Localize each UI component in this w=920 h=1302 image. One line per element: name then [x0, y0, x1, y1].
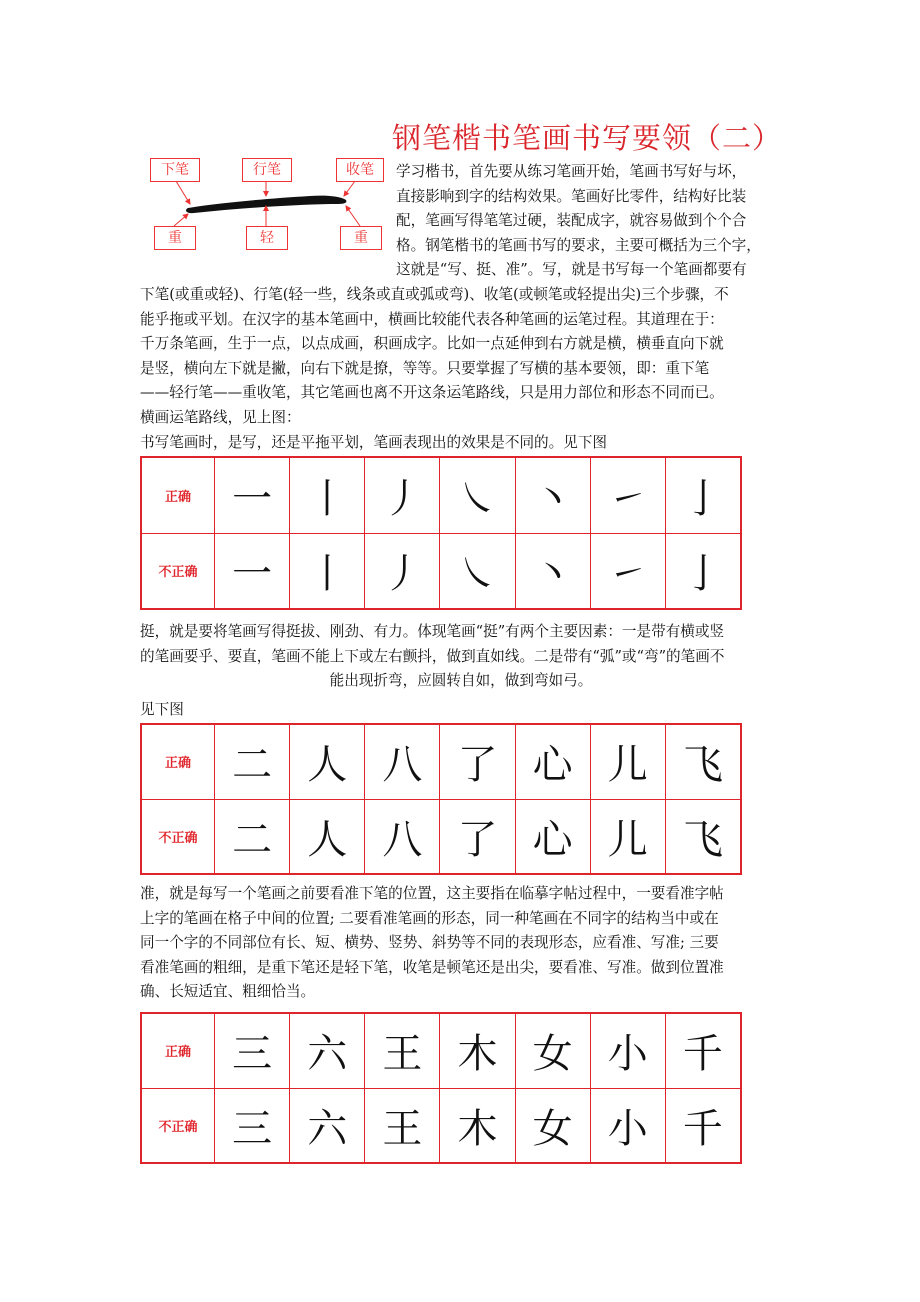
stroke-cell: 丶 — [515, 457, 590, 533]
page-title: 钢笔楷书笔画书写要领（二） — [392, 121, 783, 155]
text-line: 同一个字的不同部位有长、短、横势、竖势、斜势等不同的表现形态，应看准、写准; 三要 — [140, 934, 719, 952]
stroke-cell: ㇏ — [440, 457, 515, 533]
row-label-correct: 正确 — [141, 724, 215, 799]
character-cell: 女 — [515, 1088, 590, 1163]
stroke-cell: 亅 — [665, 457, 741, 533]
stroke-cell: 亅 — [665, 533, 741, 609]
stroke-cell: 丨 — [290, 457, 365, 533]
character-cell: 八 — [365, 724, 440, 799]
character-cell: 儿 — [590, 724, 665, 799]
row-label-incorrect: 不正确 — [141, 1088, 215, 1163]
text-line: 见下图 — [140, 700, 184, 718]
text-line: 确、长短适宜、粗细恰当。 — [140, 983, 316, 1001]
character-cell: 王 — [365, 1088, 440, 1163]
character-cell: 千 — [665, 1013, 741, 1088]
label-heavy-2: 重 — [340, 226, 382, 250]
text-line: 学习楷书，首先要从练习笔画开始，笔画书写好与坏， — [396, 163, 747, 180]
character-cell: 千 — [665, 1088, 741, 1163]
stroke-cell: 一 — [215, 533, 290, 609]
text-line: 千万条笔画，生于一点，以点成画，积画成字。比如一点延伸到右方就是横，横垂直向下就 — [140, 335, 724, 353]
character-cell: 二 — [215, 724, 290, 799]
stroke-comparison-table — [140, 456, 742, 610]
character-cell: 飞 — [665, 724, 741, 799]
label-heavy-1: 重 — [154, 226, 196, 250]
stroke-cell: 丿 — [365, 457, 440, 533]
stroke-cell: 丨 — [290, 533, 365, 609]
character-cell: 心 — [515, 799, 590, 874]
stroke-cell: ㇏ — [440, 533, 515, 609]
stroke-diagram — [150, 152, 385, 257]
text-line: 的笔画要乎、要直，笔画不能上下或左右颤抖，做到直如线。二是带有“弧”或“弯”的笔画不 — [140, 647, 725, 665]
character-cell: 木 — [440, 1088, 515, 1163]
stroke-cell: ㇀ — [590, 533, 665, 609]
label-light: 轻 — [246, 226, 288, 250]
character-comparison-table-2 — [140, 1012, 742, 1164]
row-label-correct: 正确 — [141, 457, 215, 533]
intro-paragraph — [140, 283, 782, 455]
text-line: 配，笔画写得笔笔过硬，装配成字，就容易做到个个合 — [396, 212, 747, 230]
row-label-correct: 正确 — [141, 1013, 215, 1088]
character-cell: 了 — [440, 724, 515, 799]
character-cell: 六 — [290, 1088, 365, 1163]
character-cell: 飞 — [665, 799, 741, 874]
label-move: 行笔 — [242, 158, 292, 182]
text-line: 是竖，横向左下就是撇，向右下就是撩，等等。只要掌握了写横的基本要领，即：重下笔 — [140, 359, 710, 377]
text-line: 准，就是每写一个笔画之前要看准下笔的位置，这主要指在临摹字帖过程中，一要看准字帖 — [140, 885, 724, 902]
label-end: 收笔 — [336, 158, 384, 182]
character-cell: 王 — [365, 1013, 440, 1088]
text-line: 能乎拖或平划。在汉字的基本笔画中，横画比较能代表各种笔画的运笔过程。其道理在于： — [140, 310, 724, 328]
character-cell: 三 — [215, 1088, 290, 1163]
text-line: 看准笔画的粗细，是重下笔还是轻下笔，收笔是顿笔还是出尖，要看准、写准。做到位置准 — [140, 958, 724, 976]
text-line: 挺，就是要将笔画写得挺拔、刚劲、有力。体现笔画“挺”有两个主要因素：一是带有横或竖 — [140, 623, 725, 640]
character-cell: 人 — [290, 724, 365, 799]
intro-right-column — [396, 160, 781, 283]
text-line: 直接影响到字的结构效果。笔画好比零件，结构好比装 — [396, 187, 747, 205]
row-label-incorrect: 不正确 — [141, 799, 215, 874]
row-label-incorrect: 不正确 — [141, 533, 215, 609]
character-cell: 小 — [590, 1088, 665, 1163]
stroke-cell: 一 — [215, 457, 290, 533]
character-cell: 六 — [290, 1013, 365, 1088]
character-cell: 了 — [440, 799, 515, 874]
label-start: 下笔 — [150, 158, 200, 182]
character-cell: 三 — [215, 1013, 290, 1088]
character-cell: 二 — [215, 799, 290, 874]
table-row-incorrect — [141, 1088, 741, 1163]
text-line: 横画运笔路线，见上图： — [140, 408, 301, 426]
text-line: 上字的笔画在格子中间的位置; 二要看准笔画的形态，同一种笔画在不同字的结构当中或在 — [140, 909, 719, 927]
table-row-correct — [141, 724, 741, 799]
table-row-incorrect — [141, 799, 741, 874]
character-cell: 八 — [365, 799, 440, 874]
text-line: 能出现折弯，应圆转自如，做到弯如弓。 — [329, 672, 593, 690]
horizontal-stroke-illustration — [150, 152, 385, 257]
table-row-correct — [141, 1013, 741, 1088]
text-line: 格。钢笔楷书的笔画书写的要求，主要可概括为三个字， — [396, 236, 761, 254]
character-cell: 心 — [515, 724, 590, 799]
character-cell: 人 — [290, 799, 365, 874]
character-cell: 小 — [590, 1013, 665, 1088]
text-line: ——轻行笔——重收笔，其它笔画也离不开这条运笔路线，只是用力部位和形态不同而已。 — [140, 384, 724, 402]
paragraph-zhun — [140, 882, 782, 1005]
character-cell: 儿 — [590, 799, 665, 874]
stroke-cell: 丶 — [515, 533, 590, 609]
character-comparison-table-1 — [140, 723, 742, 875]
text-line: 下笔(或重或轻)、行笔(轻一些，线条或直或弧或弯)、收笔(或顿笔或轻提出尖)三个步骤，不 — [140, 286, 729, 303]
table-row-incorrect — [141, 533, 741, 609]
paragraph-ting — [140, 620, 782, 722]
text-line: 这就是“写、挺、准”。写，就是书写每一个笔画都要有 — [396, 261, 747, 279]
stroke-cell: 丿 — [365, 533, 440, 609]
stroke-cell: ㇀ — [590, 457, 665, 533]
character-cell: 女 — [515, 1013, 590, 1088]
text-line: 书写笔画时，是写，还是平拖平划，笔画表现出的效果是不同的。见下图 — [140, 433, 608, 451]
character-cell: 木 — [440, 1013, 515, 1088]
table-row-correct — [141, 457, 741, 533]
